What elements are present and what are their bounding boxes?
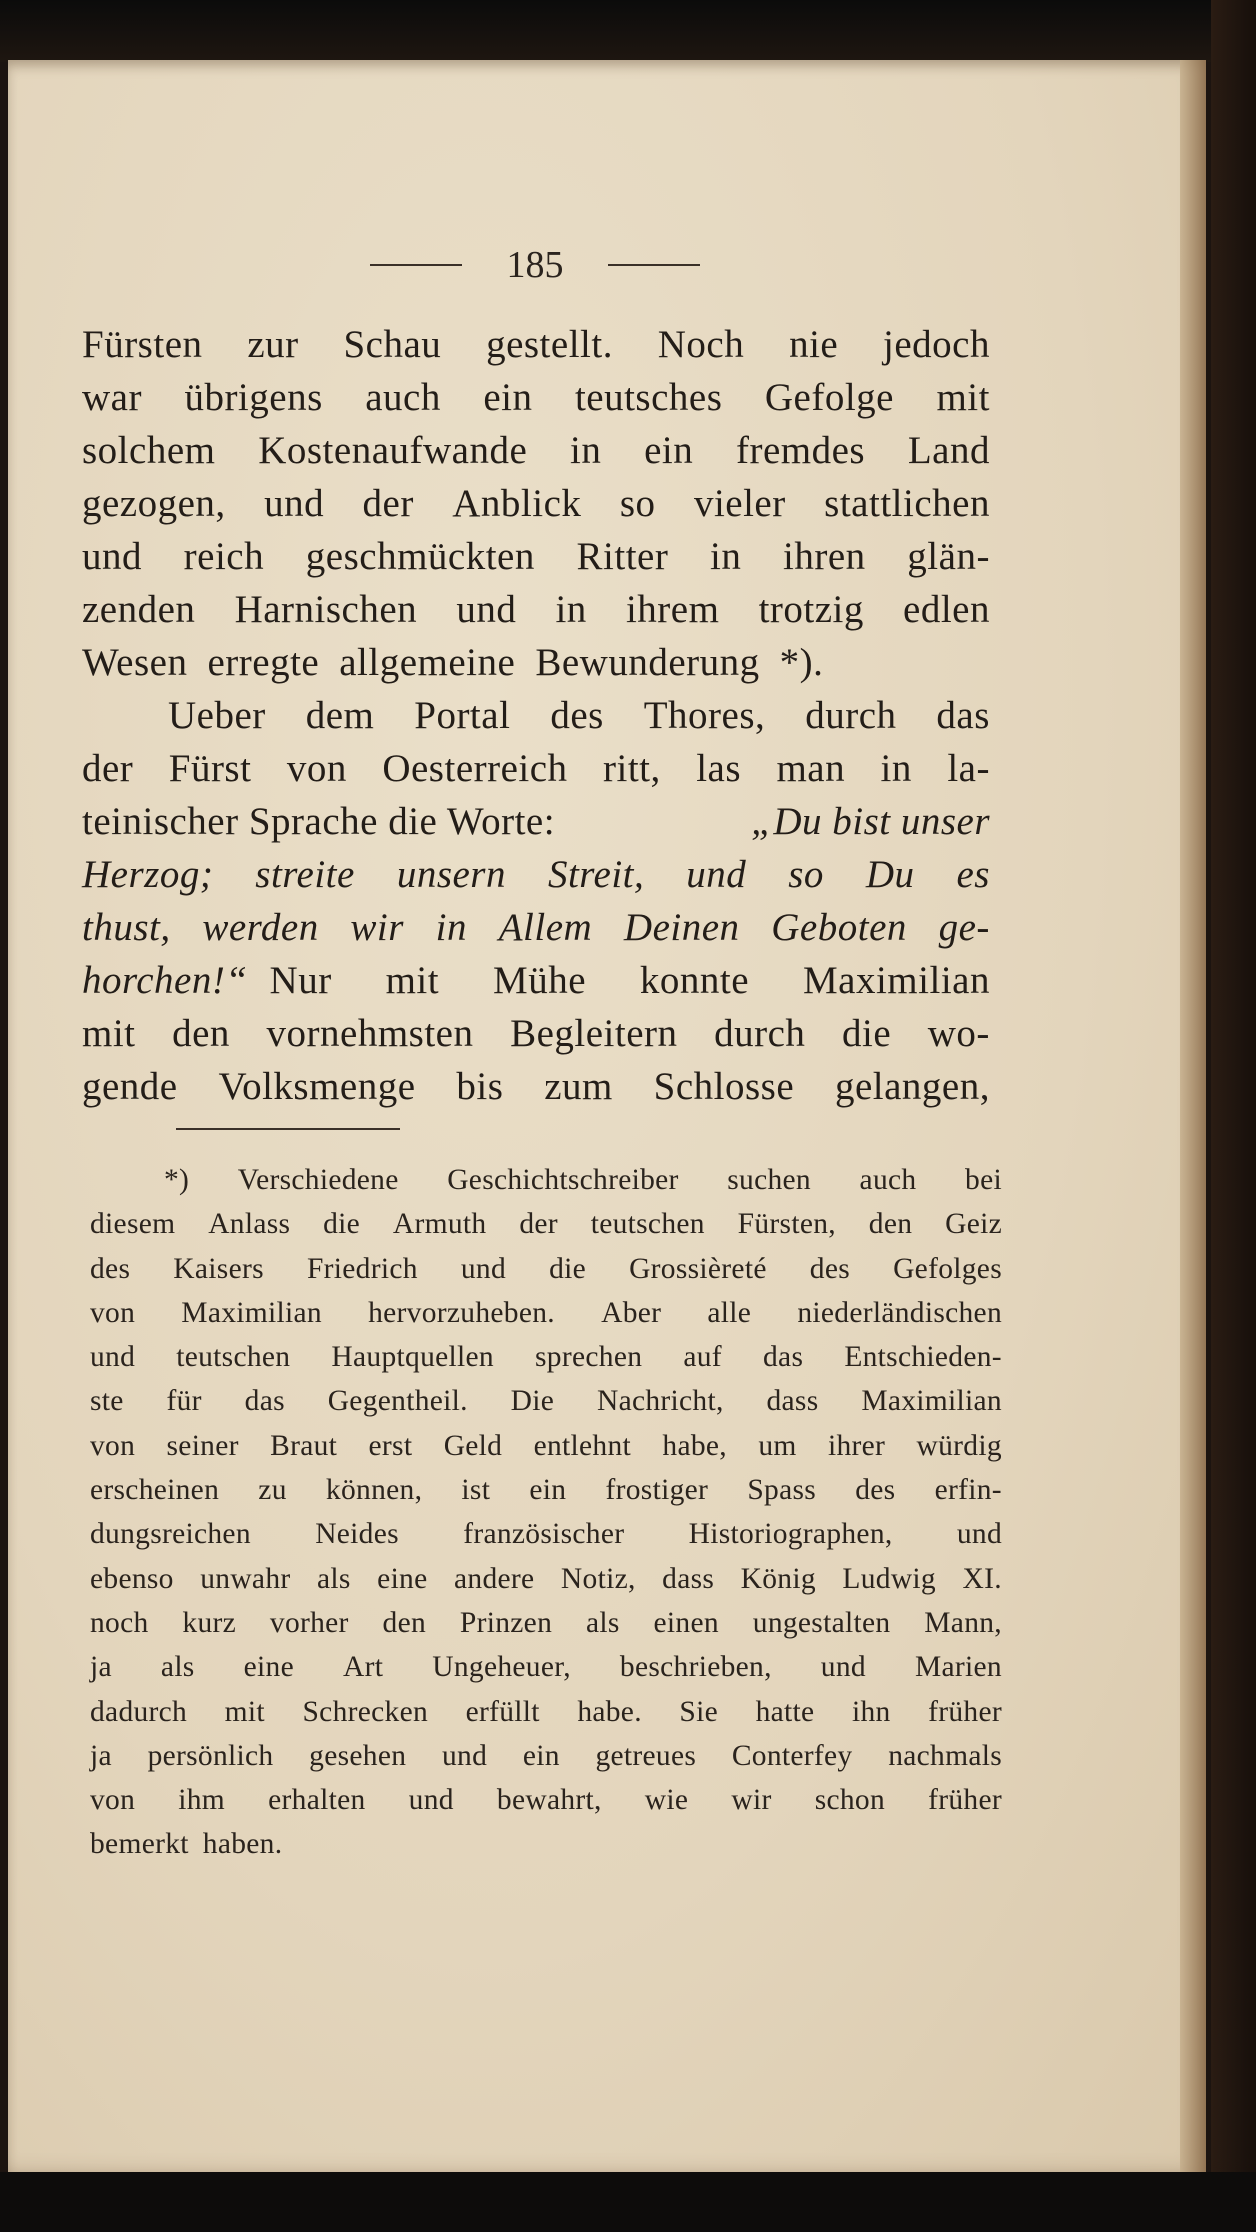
- word: ritt,: [603, 747, 661, 790]
- word: gesehen: [309, 1739, 407, 1772]
- word: ungestalten: [752, 1606, 891, 1639]
- paragraph-2-line: [82, 1007, 990, 1060]
- word: ein: [644, 429, 694, 472]
- paragraph-2-line: [82, 954, 990, 1007]
- word: sprechen: [535, 1341, 643, 1374]
- word: alle: [707, 1296, 752, 1329]
- word: Neides: [315, 1518, 399, 1551]
- word: die: [323, 1208, 361, 1241]
- word: Fürsten,: [737, 1208, 836, 1241]
- inscription-text: horchen!“: [82, 959, 248, 1002]
- footnote-line: [90, 1690, 1002, 1734]
- word: Kostenaufwande: [258, 429, 528, 472]
- word: Notiz,: [560, 1562, 636, 1595]
- footnote-rule: [176, 1128, 400, 1130]
- word: dass: [766, 1385, 819, 1418]
- word: war: [82, 376, 142, 419]
- word: Prinzen: [459, 1606, 553, 1639]
- word: geschmückten: [305, 535, 535, 578]
- word: ebenso: [90, 1562, 174, 1595]
- word: ja: [90, 1739, 112, 1772]
- word: ge-: [938, 906, 990, 949]
- word: Gefolges: [893, 1252, 1002, 1285]
- word: ja: [90, 1651, 112, 1684]
- word: konnte: [639, 959, 750, 1002]
- word: Ludwig: [842, 1562, 936, 1595]
- word: die: [842, 1012, 892, 1055]
- paragraph-1-line: [82, 530, 990, 583]
- word: es: [956, 853, 990, 896]
- word: entlehnt: [533, 1429, 632, 1462]
- word: hatte: [755, 1695, 815, 1728]
- word: bemerkt: [90, 1828, 189, 1861]
- word: Grossièreté: [629, 1252, 767, 1285]
- word: gezogen,: [82, 482, 226, 525]
- word: übrigens: [184, 376, 323, 419]
- word: erst: [368, 1429, 413, 1462]
- footnote-line: [90, 1247, 1002, 1291]
- inscription-text: „Du bist unser: [751, 800, 990, 843]
- header-rule-left: [370, 264, 462, 266]
- word: Land: [907, 429, 990, 472]
- word: als: [585, 1606, 620, 1639]
- scan-right-border: [1211, 0, 1256, 2232]
- word: in: [880, 747, 912, 790]
- word: Noch: [657, 323, 745, 366]
- paragraph-2-line: [82, 1060, 990, 1113]
- word: Streit,: [547, 853, 645, 896]
- word: das: [936, 694, 990, 737]
- word: des: [550, 694, 604, 737]
- word: Hauptquellen: [331, 1341, 494, 1374]
- word: auch: [365, 376, 441, 419]
- word: Maximilian: [802, 959, 990, 1002]
- word: gende: [82, 1065, 178, 1108]
- word: ihrem: [625, 588, 720, 631]
- word: vieler: [693, 482, 786, 525]
- inscription-line: [82, 901, 990, 954]
- word: Aber: [601, 1296, 662, 1329]
- word: können,: [325, 1474, 423, 1507]
- word: den: [868, 1208, 913, 1241]
- word: früher: [928, 1695, 1002, 1728]
- word: Bewunderung: [535, 641, 760, 684]
- word: wir: [350, 906, 404, 949]
- word: zenden: [82, 588, 196, 631]
- word: bewahrt,: [496, 1784, 602, 1817]
- word: Die: [510, 1385, 555, 1418]
- footnote-line: [90, 1335, 1002, 1379]
- word: den: [172, 1012, 230, 1055]
- word: *).: [779, 641, 824, 684]
- word: Maximilian: [861, 1385, 1002, 1418]
- word: und: [441, 1739, 488, 1772]
- word: Mühe: [493, 959, 587, 1002]
- word: schon: [814, 1784, 886, 1817]
- word: ein: [529, 1474, 567, 1507]
- word: frostiger: [605, 1474, 709, 1507]
- word: als: [317, 1562, 351, 1595]
- word: habe,: [662, 1429, 727, 1462]
- word: Geld: [443, 1429, 503, 1462]
- word: suchen: [727, 1164, 811, 1196]
- word: Friedrich: [306, 1252, 418, 1285]
- word: Armuth: [392, 1208, 487, 1241]
- word: Maximilian: [181, 1296, 322, 1329]
- word: erfüllt: [465, 1695, 540, 1728]
- word: vorher: [269, 1606, 349, 1639]
- word: stattlichen: [824, 482, 990, 525]
- word: der: [362, 482, 414, 525]
- footnote-line: [90, 1778, 1002, 1822]
- word: XI.: [962, 1562, 1002, 1595]
- word: wie: [644, 1784, 689, 1817]
- footnote-line: [90, 1291, 1002, 1335]
- word: französischer: [463, 1518, 625, 1551]
- word: teutschen: [590, 1208, 705, 1241]
- word: zur: [247, 323, 299, 366]
- footnote-line: [90, 1822, 1002, 1866]
- footnote-line: [90, 1512, 1002, 1556]
- word: Fürst: [168, 747, 252, 790]
- word: Ueber: [168, 694, 266, 737]
- word: Anblick: [452, 482, 582, 525]
- word: einen: [653, 1606, 719, 1639]
- word: Entschieden-: [844, 1341, 1002, 1374]
- word: noch: [90, 1606, 149, 1639]
- footnote-line: [90, 1557, 1002, 1601]
- word: durch: [805, 694, 897, 737]
- footnote-line: [90, 1468, 1002, 1512]
- word: in: [710, 535, 742, 578]
- word: reich: [183, 535, 265, 578]
- word: und: [686, 853, 747, 896]
- page-number: 185: [506, 244, 564, 286]
- word: Braut: [270, 1429, 338, 1462]
- word: teutsches: [574, 376, 723, 419]
- word: der: [519, 1208, 558, 1241]
- word: Nachricht,: [596, 1385, 724, 1418]
- word: das: [244, 1385, 285, 1418]
- scan-top-border: [0, 0, 1256, 62]
- word: in: [570, 429, 602, 472]
- word: diesem: [90, 1208, 176, 1241]
- page-header: [370, 240, 700, 290]
- word: Sie: [679, 1695, 719, 1728]
- inscription-line: [82, 848, 990, 901]
- word: andere: [454, 1562, 535, 1595]
- word: trotzig: [758, 588, 864, 631]
- word: Ungeheuer,: [432, 1651, 571, 1684]
- word: in: [435, 906, 468, 949]
- word: habe.: [577, 1695, 642, 1728]
- word: in: [555, 588, 587, 631]
- paragraph-1-line: [82, 636, 990, 689]
- word: bei: [965, 1164, 1002, 1196]
- word: mit: [385, 959, 440, 1002]
- word: wir: [731, 1784, 772, 1817]
- word: allgemeine: [339, 641, 516, 684]
- word: Schlosse: [653, 1065, 795, 1108]
- word: las: [696, 747, 742, 790]
- word: des: [809, 1252, 851, 1285]
- word: dadurch: [90, 1695, 188, 1728]
- word: *): [164, 1164, 190, 1196]
- word: persönlich: [147, 1739, 274, 1772]
- word: Portal: [414, 694, 511, 737]
- footnote-line: [90, 1645, 1002, 1689]
- word: und: [90, 1341, 136, 1374]
- word: so: [619, 482, 656, 525]
- word: dass: [662, 1562, 715, 1595]
- word: von: [90, 1784, 136, 1817]
- paragraph-1-line: [82, 583, 990, 636]
- word: seiner: [166, 1429, 239, 1462]
- word: ste: [90, 1385, 124, 1418]
- header-rule-right: [608, 264, 700, 266]
- word: Nur: [269, 959, 332, 1002]
- word: Spass: [747, 1474, 817, 1507]
- word: den: [382, 1606, 427, 1639]
- word: erscheinen: [90, 1474, 220, 1507]
- word: glän-: [907, 535, 990, 578]
- word: mit: [224, 1695, 265, 1728]
- plain-words: [270, 954, 990, 1007]
- word: und: [408, 1784, 454, 1817]
- word: ein: [483, 376, 533, 419]
- paragraph-2-line: [82, 795, 990, 848]
- word: dungsreichen: [90, 1518, 251, 1551]
- word: kurz: [182, 1606, 237, 1639]
- word: ein: [522, 1739, 560, 1772]
- word: und: [956, 1518, 1002, 1551]
- word: und: [456, 588, 517, 631]
- word: teutschen: [176, 1341, 291, 1374]
- word: getreues: [595, 1739, 697, 1772]
- word: Herzog;: [82, 853, 214, 896]
- word: durch: [714, 1012, 806, 1055]
- word: als: [160, 1651, 195, 1684]
- word: bis: [456, 1065, 504, 1108]
- word: Conterfey: [731, 1739, 853, 1772]
- paragraph-2-line: [82, 689, 990, 742]
- word: eine: [377, 1562, 428, 1595]
- word: beschrieben,: [619, 1651, 772, 1684]
- word: Schau: [343, 323, 442, 366]
- word: Marien: [914, 1651, 1002, 1684]
- word: dem: [305, 694, 375, 737]
- page-edge-shadow: [1180, 60, 1206, 2172]
- word: der: [82, 747, 134, 790]
- paragraph-2-line: [82, 742, 990, 795]
- word: gestellt.: [486, 323, 613, 366]
- word: Du: [865, 853, 915, 896]
- word: und: [460, 1252, 506, 1285]
- word: erfin-: [934, 1474, 1002, 1507]
- word: wo-: [927, 1012, 990, 1055]
- word: zu: [258, 1474, 287, 1507]
- word: ist: [461, 1474, 491, 1507]
- word: Anlass: [208, 1208, 291, 1241]
- word: fremdes: [735, 429, 866, 472]
- word: nie: [789, 323, 839, 366]
- word: die: [549, 1252, 587, 1285]
- word: erregte: [207, 641, 320, 684]
- word: mit: [82, 1012, 136, 1055]
- footnote-line: [90, 1734, 1002, 1778]
- word: hervorzuheben.: [368, 1296, 555, 1329]
- word: nachmals: [888, 1739, 1002, 1772]
- word: Wesen: [82, 641, 188, 684]
- word: von: [90, 1429, 136, 1462]
- footnote-line: [90, 1202, 1002, 1246]
- word: des: [90, 1252, 131, 1285]
- paragraph-2: [82, 689, 990, 1113]
- footnote-line: [90, 1379, 1002, 1423]
- word: niederländischen: [797, 1296, 1002, 1329]
- word: auch: [859, 1164, 917, 1196]
- word: ihren: [783, 535, 866, 578]
- word: edlen: [903, 588, 990, 631]
- word: das: [763, 1341, 804, 1374]
- word: und: [264, 482, 325, 525]
- footnote-line: [90, 1424, 1002, 1468]
- word: Harnischen: [234, 588, 418, 631]
- word: vornehmsten: [266, 1012, 474, 1055]
- word: solchem: [82, 429, 216, 472]
- footnote: [90, 1158, 1002, 1867]
- word: und: [82, 535, 142, 578]
- word: Volksmenge: [218, 1065, 416, 1108]
- word: würdig: [916, 1429, 1002, 1462]
- word: Schrecken: [302, 1695, 429, 1728]
- word: Oesterreich: [382, 747, 568, 790]
- word: Gefolge: [764, 376, 894, 419]
- scan-bottom-border: [0, 2172, 1256, 2232]
- plain-text: teinischer Sprache die Worte:: [82, 800, 556, 843]
- word: la-: [947, 747, 990, 790]
- word: unwahr: [200, 1562, 291, 1595]
- word: erhalten: [268, 1784, 366, 1817]
- word: ihm: [178, 1784, 226, 1817]
- word: Geboten: [771, 906, 907, 949]
- word: Begleitern: [510, 1012, 678, 1055]
- word: Art: [343, 1651, 384, 1684]
- word: Kaisers: [173, 1252, 264, 1285]
- word: früher: [928, 1784, 1002, 1817]
- word: gelangen,: [834, 1065, 990, 1108]
- word: thust,: [82, 906, 171, 949]
- word: Fürsten: [82, 323, 203, 366]
- word: Ritter: [576, 535, 669, 578]
- word: so: [788, 853, 824, 896]
- paragraph-1-line: [82, 371, 990, 424]
- word: auf: [683, 1341, 722, 1374]
- word: ihn: [851, 1695, 891, 1728]
- word: des: [855, 1474, 896, 1507]
- word: zum: [544, 1065, 613, 1108]
- word: Gegentheil.: [327, 1385, 468, 1418]
- paragraph-1: [82, 318, 990, 689]
- word: Geschichtschreiber: [447, 1164, 679, 1196]
- word: unsern: [396, 853, 506, 896]
- word: ihrer: [827, 1429, 886, 1462]
- word: jedoch: [883, 323, 990, 366]
- word: Verschiedene: [237, 1164, 399, 1196]
- word: Thores,: [643, 694, 766, 737]
- word: Deinen: [623, 906, 740, 949]
- main-text: [82, 318, 990, 1113]
- word: Allem: [498, 906, 593, 949]
- paragraph-1-line: [82, 477, 990, 530]
- word: Geiz: [945, 1208, 1002, 1241]
- paragraph-1-line: [82, 318, 990, 371]
- word: um: [758, 1429, 797, 1462]
- word: eine: [243, 1651, 294, 1684]
- word: von: [90, 1296, 136, 1329]
- paragraph-1-line: [82, 424, 990, 477]
- word: Mann,: [924, 1606, 1002, 1639]
- word: für: [166, 1385, 202, 1418]
- word: werden: [202, 906, 319, 949]
- word: von: [286, 747, 347, 790]
- word: man: [776, 747, 846, 790]
- footnote-line: [90, 1601, 1002, 1645]
- word: König: [740, 1562, 816, 1595]
- word: und: [820, 1651, 866, 1684]
- footnote-line: [90, 1158, 1002, 1202]
- word: streite: [255, 853, 355, 896]
- word: mit: [936, 376, 990, 419]
- word: Historiographen,: [688, 1518, 893, 1551]
- word: haben.: [202, 1828, 283, 1861]
